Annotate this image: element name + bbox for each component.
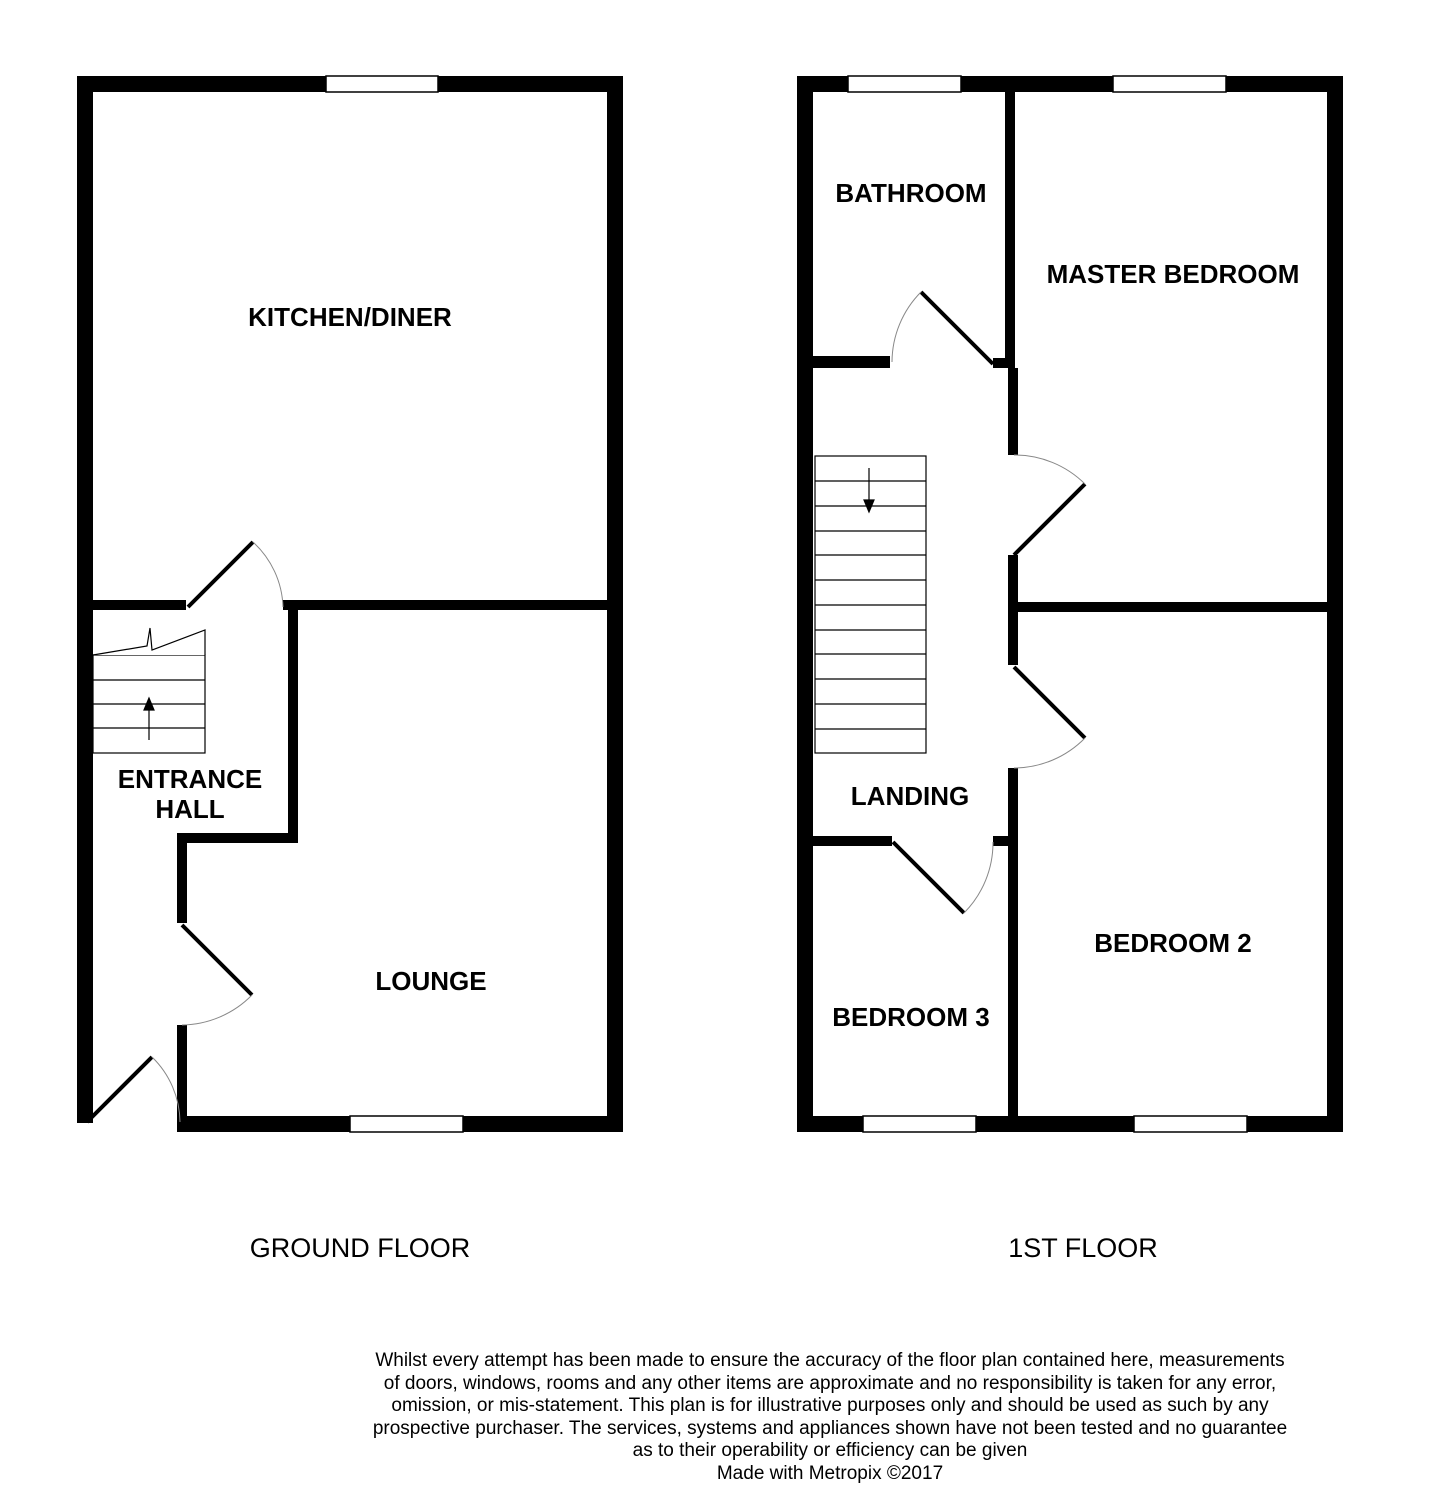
door-swing (253, 542, 283, 607)
room-label-bathroom: BATHROOM (835, 178, 987, 208)
door-lounge (182, 925, 252, 995)
first-floor-walls (797, 76, 1343, 1132)
room-label-landing: LANDING (850, 781, 970, 811)
window (1113, 76, 1226, 92)
room-label-master-bedroom: MASTER BEDROOM (1046, 259, 1300, 289)
room-label-lounge: LOUNGE (375, 966, 487, 996)
door-bedroom-2 (1014, 667, 1085, 738)
room-label-kitchen-diner: KITCHEN/DINER (248, 302, 452, 332)
first-floor-plan (797, 76, 1343, 1263)
room-label-entrance-hall: ENTRANCE (117, 764, 263, 794)
disclaimer (300, 1350, 1360, 1485)
door-swing (892, 292, 921, 362)
door-bedroom-3 (893, 842, 964, 913)
first-floor-stairs (815, 456, 926, 753)
disclaimer-line: of doors, windows, rooms and any other items are approximate and no responsibility is taken for any error, (383, 1372, 1277, 1394)
door-kitchen (188, 542, 253, 607)
window (350, 1116, 463, 1132)
disclaimer-line: as to their operability or efficiency can be given (632, 1440, 1028, 1461)
window (863, 1116, 976, 1132)
disclaimer-line: Whilst every attempt has been made to ensure the accuracy of the floor plan contained here, measurements (375, 1350, 1285, 1371)
ground-floor-stairs (93, 628, 205, 753)
door-swing (1014, 738, 1085, 768)
front-door (87, 1057, 152, 1122)
window (848, 76, 961, 92)
disclaimer-line: omission, or mis-statement. This plan is for illustrative purposes only and should be used as such by any (391, 1395, 1269, 1416)
door-swing (182, 995, 252, 1025)
door-swing (1014, 455, 1085, 484)
door-swing (964, 842, 993, 913)
floor-title-ground: GROUND FLOOR (249, 1233, 471, 1263)
ground-floor-plan (77, 76, 623, 1263)
room-label-entrance-hall-2: HALL (155, 794, 225, 824)
credit: Made with Metropix ©2017 (716, 1462, 944, 1484)
floor-title-first: 1ST FLOOR (1008, 1233, 1158, 1263)
window (1134, 1116, 1247, 1132)
door-bathroom (921, 292, 993, 364)
ground-floor-walls (77, 76, 623, 1132)
door-swing (152, 1057, 180, 1122)
room-label-bedroom-2: BEDROOM 2 (1094, 928, 1252, 958)
door-master-bedroom (1014, 484, 1085, 555)
window (326, 76, 438, 92)
disclaimer-line: prospective purchaser. The services, systems and appliances shown have not been tested and no guarantee (372, 1417, 1288, 1439)
room-label-bedroom-3: BEDROOM 3 (832, 1002, 990, 1032)
